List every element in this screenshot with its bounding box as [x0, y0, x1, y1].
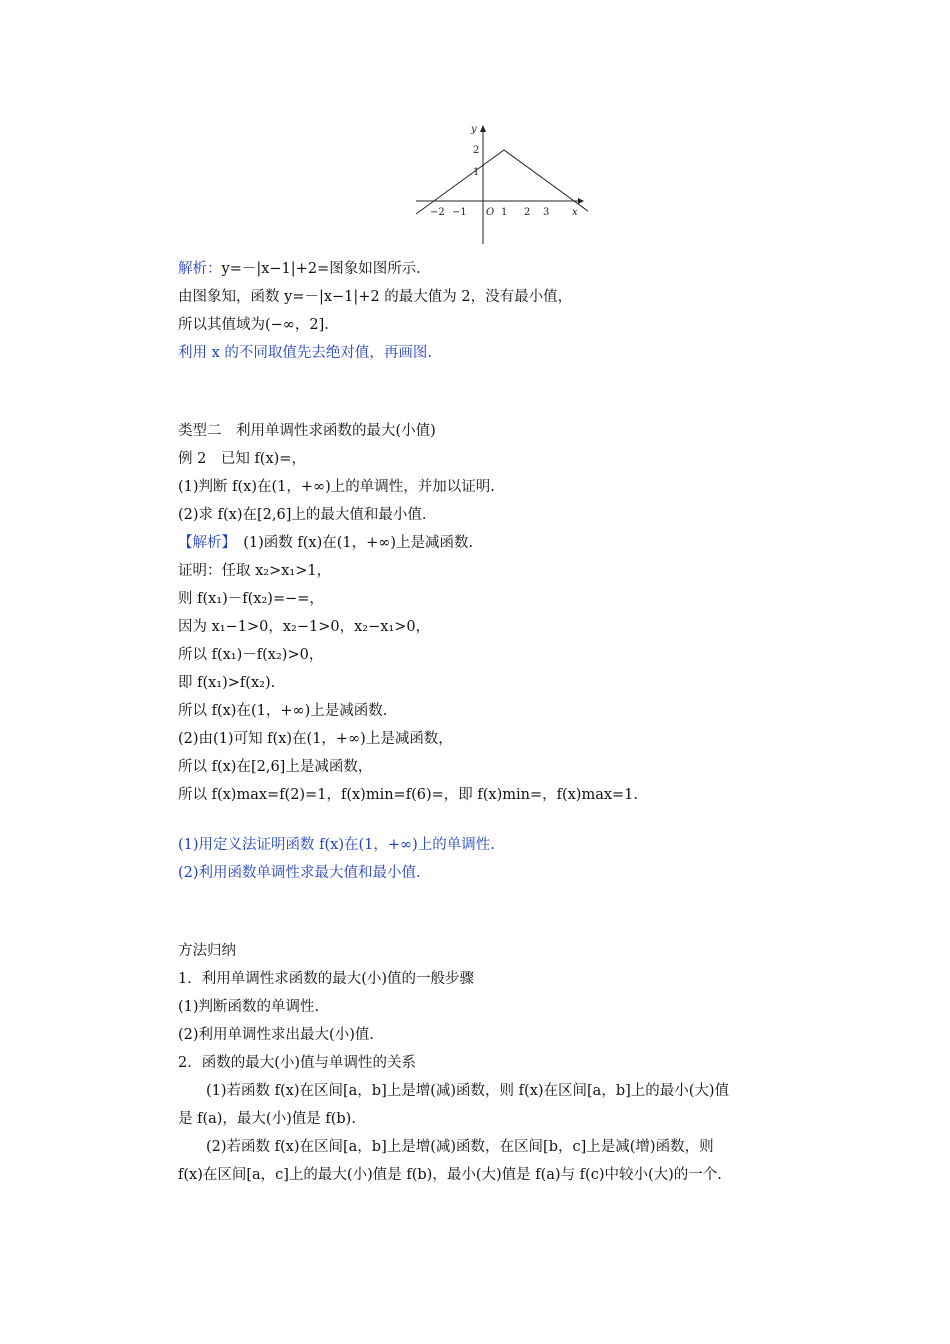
function-line: [416, 150, 588, 214]
method-step2a-line1: (1)若函数 f(x)在区间[a，b]上是增(减)函数，则 f(x)在区间[a，b]上的最小(大)值: [206, 1083, 730, 1099]
solution-line: [178, 533, 473, 553]
x-tick-1: 1: [501, 207, 508, 218]
proof-line1: 证明：任取 x₂>x₁>1，: [178, 563, 332, 579]
method-step2b-line2: f(x)在区间[a，c]上的最大(小)值是 f(b)，最小(大)值是 f(a)与 f(c)中较小(大)的一个.: [178, 1167, 722, 1183]
method-step1b: (2)利用单调性求出最大(小)值.: [178, 1027, 374, 1043]
y-tick-2: 2: [473, 145, 480, 156]
origin-label: O: [486, 207, 495, 218]
y-axis-label: y: [471, 124, 477, 135]
x-tick-2: 2: [524, 207, 531, 218]
x-axis-label: x: [572, 207, 578, 218]
solution-part1: (1)函数 f(x)在(1，+∞)上是减函数.: [228, 535, 474, 551]
proof-line9: 所以 f(x)max=f(2)=1，f(x)min=f(6)=，即 f(x)min=，f(x)max=1.: [178, 787, 639, 803]
x-tick-3: 3: [543, 207, 550, 218]
method-step2b-line1: (2)若函数 f(x)在区间[a，b]上是增(减)函数，在区间[b，c]上是减(增)函数，则: [206, 1139, 714, 1155]
proof-line7: (2)由(1)可知 f(x)在(1，+∞)上是减函数，: [178, 731, 453, 747]
method-step2: 2．函数的最大(小)值与单调性的关系: [178, 1055, 417, 1071]
analysis1-line3: 所以其值域为(−∞，2].: [178, 317, 329, 333]
analysis1-line1-text: y=－|x−1|+2=图象如图所示.: [221, 261, 421, 277]
proof-line8: 所以 f(x)在[2,6]上是减函数，: [178, 759, 373, 775]
proof-line6: 所以 f(x)在(1，+∞)上是减函数.: [178, 703, 388, 719]
x-tick-neg2: −2: [430, 207, 445, 218]
x-axis-arrow: [578, 198, 584, 204]
function-graph: [408, 118, 588, 250]
proof-line3: 因为 x₁−1>0，x₂−1>0，x₂−x₁>0，: [178, 619, 431, 635]
type2-title: 类型二 利用单调性求函数的最大(小值): [178, 423, 436, 439]
question2: (2)求 f(x)在[2,6]上的最大值和最小值.: [178, 507, 427, 523]
method-step1a: (1)判断函数的单调性.: [178, 999, 320, 1015]
proof-line5: 即 f(x₁)>f(x₂).: [178, 675, 276, 691]
y-tick-1: 1: [473, 167, 480, 178]
method-step1: 1．利用单调性求函数的最大(小)值的一般步骤: [178, 971, 475, 987]
method-step2a-line2: 是 f(a)，最大(小)值是 f(b).: [178, 1111, 356, 1127]
analysis1-note: 利用 x 的不同取值先去绝对值，再画图.: [178, 345, 433, 361]
analysis1-line2: 由图象知，函数 y=－|x−1|+2 的最大值为 2，没有最小值，: [178, 289, 573, 305]
solution-tag: 【解析】: [178, 535, 229, 551]
method-title: 方法归纳: [178, 943, 236, 959]
analysis1-line1: [178, 259, 421, 279]
proof-line4: 所以 f(x₁)－f(x₂)>0，: [178, 647, 324, 663]
y-axis-arrow: [480, 125, 486, 132]
question1: (1)判断 f(x)在(1，+∞)上的单调性，并加以证明.: [178, 479, 495, 495]
x-tick-neg1: −1: [452, 207, 467, 218]
example2: 例 2 已知 f(x)=，: [178, 451, 306, 467]
type2-note1: (1)用定义法证明函数 f(x)在(1，+∞)上的单调性.: [178, 837, 495, 853]
type2-note2: (2)利用函数单调性求最大值和最小值.: [178, 865, 421, 881]
proof-line2: 则 f(x₁)－f(x₂)=−=，: [178, 591, 324, 607]
analysis-label: 解析：: [178, 261, 222, 277]
